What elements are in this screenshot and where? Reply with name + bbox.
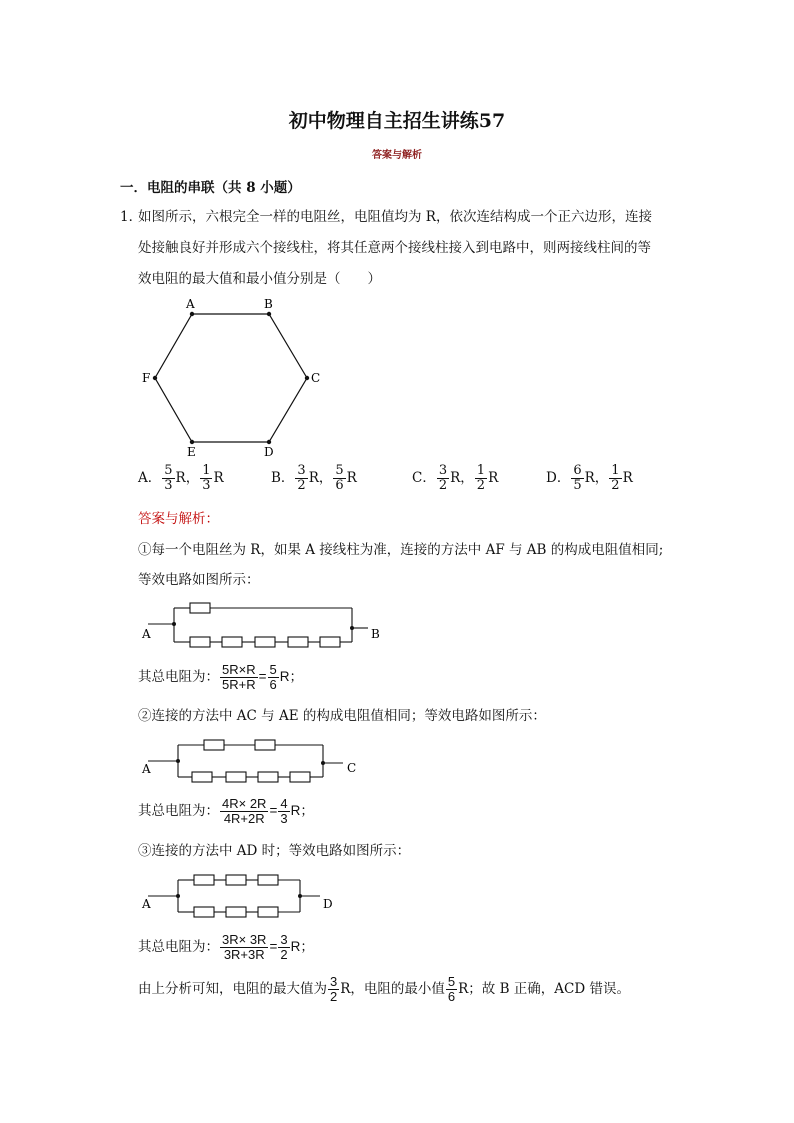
node-d	[267, 440, 271, 444]
circuit3-label-right: D	[323, 897, 333, 911]
label-c: C	[311, 371, 321, 385]
circuit1-label-left: A	[142, 627, 151, 641]
page-title: 初中物理自主招生讲练57	[288, 110, 506, 132]
node-b	[267, 312, 271, 316]
question-number: 1．	[120, 209, 143, 225]
option-c[interactable]: C． $\frac{3}{2}$ R， $\frac{1}{2}$ R	[412, 463, 499, 493]
resistor-2b	[255, 740, 275, 750]
label-f: F	[142, 371, 151, 385]
conclusion-line: 由上分析可知，电阻的最大值为 $\frac{3}{2}$ R，电阻的最小值 $\frac{5}{6}$ R；故 B 正确，ACD 错误。	[138, 974, 631, 1004]
equation-2: 其总电阻为： $\frac{4R\times 2R}{4R+2R}$ = $\frac{4}{3}$ R；	[138, 795, 314, 826]
label-b: B	[264, 297, 273, 311]
circuit3-label-left: A	[142, 897, 151, 911]
resistor-1f	[320, 637, 340, 647]
resistor-1a	[190, 603, 210, 613]
resistor-1e	[288, 637, 308, 647]
circuit2-label-left: A	[142, 762, 151, 776]
resistor-2e	[258, 772, 278, 782]
answer-heading: 答案与解析：	[138, 511, 219, 527]
circuit1-label-right: B	[371, 627, 380, 641]
node-f	[153, 376, 157, 380]
page-subtitle: 答案与解析	[372, 150, 422, 161]
resistor-2d	[226, 772, 246, 782]
resistor-3e	[226, 907, 246, 917]
question-line-3: 效电阻的最大值和最小值分别是（ ）	[138, 271, 381, 287]
step1-line-2: 等效电路如图所示：	[138, 572, 260, 588]
circuit-diagram-1	[138, 598, 398, 658]
node-e	[190, 440, 194, 444]
resistor-3f	[258, 907, 278, 917]
question-line-2: 处接触良好并形成六个接线柱，将其任意两个接线柱接入到电路中，则两接线柱间的等	[138, 240, 651, 256]
step1-line-1: ①每一个电阻丝为 R，如果 A 接线柱为准，连接的方法中 AF 与 AB 的构成电阻值相同;	[138, 542, 664, 558]
resistor-2c	[192, 772, 212, 782]
label-e: E	[187, 445, 196, 459]
circuit2-label-right: C	[347, 761, 357, 775]
node-c	[305, 376, 309, 380]
equation-1: 其总电阻为： $\frac{5R\times R}{5R+R}$ = $\frac{5}{6}$ R；	[138, 661, 303, 692]
hexagon-figure	[130, 292, 340, 464]
option-d[interactable]: D． $\frac{6}{5}$ R， $\frac{1}{2}$ R	[546, 463, 633, 493]
resistor-1c	[222, 637, 242, 647]
resistor-1b	[190, 637, 210, 647]
label-a: A	[186, 297, 195, 311]
section-heading: 一．电阻的串联（共 8 小题）	[120, 180, 301, 196]
resistor-3a	[194, 875, 214, 885]
option-b[interactable]: B． $\frac{3}{2}$ R， $\frac{5}{6}$ R	[271, 463, 357, 493]
resistor-3c	[258, 875, 278, 885]
resistor-2f	[290, 772, 310, 782]
resistor-1d	[255, 637, 275, 647]
step3-line: ③连接的方法中 AD 时；等效电路如图所示：	[138, 843, 411, 859]
resistor-3b	[226, 875, 246, 885]
question-line-1: 如图所示，六根完全一样的电阻丝，电阻值均为 R，依次连结构成一个正六边形，连接	[138, 209, 652, 225]
resistor-2a	[204, 740, 224, 750]
hexagon-shape	[155, 314, 307, 442]
step2-line: ②连接的方法中 AC 与 AE 的构成电阻值相同；等效电路如图所示：	[138, 708, 546, 724]
equation-3: 其总电阻为： $\frac{3R\times 3R}{3R+3R}$ = $\frac{3}{2}$ R；	[138, 931, 314, 962]
resistor-3d	[194, 907, 214, 917]
node-a	[190, 312, 194, 316]
option-a[interactable]: A． $\frac{5}{3}$ R， $\frac{1}{3}$ R	[138, 463, 224, 493]
circuit-diagram-2	[138, 735, 378, 791]
label-d: D	[264, 445, 274, 459]
circuit-diagram-3	[138, 870, 358, 926]
